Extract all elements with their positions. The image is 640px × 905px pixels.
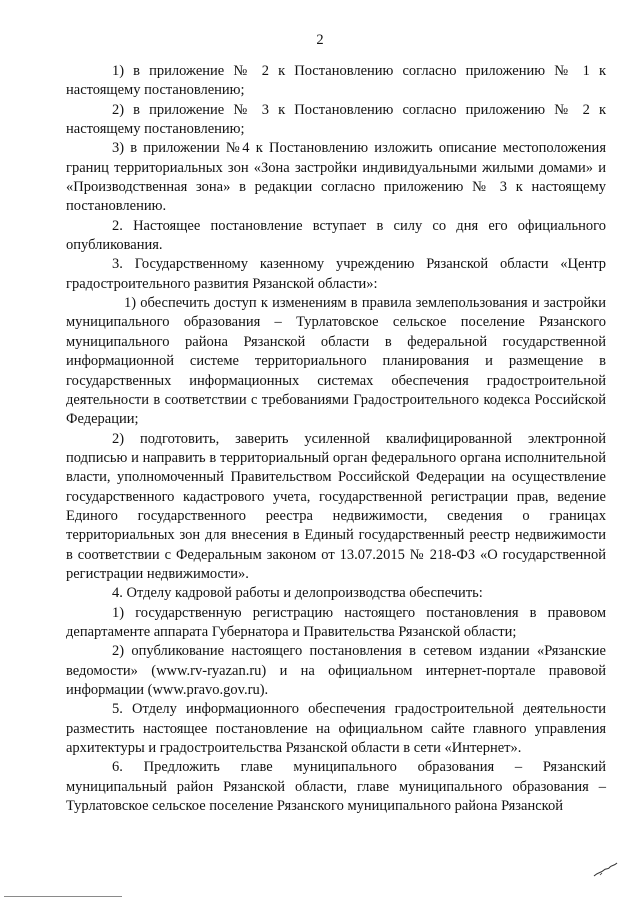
paragraph-5: 5. Отделу информационного обеспечения градостроительной деятельности разместить настоящее постановление на официальном сайте главного управления архитектуры и градостроительства Рязанской области в сети «Интернет». (66, 701, 606, 757)
paragraph-4-1: 1) государственную регистрацию настоящего постановления в правовом департаменте аппарата Губернатора и Правительства Рязанской области; (66, 604, 606, 640)
initials-mark (590, 858, 620, 880)
paragraph-item-1-2: 2) в приложение № 3 к Постановлению согласно приложению № 2 к настоящему постановлению; (66, 101, 606, 138)
document-body (66, 62, 606, 816)
paragraph-4-2: 2) опубликование настоящего постановления в сетевом издании «Рязанские ведомости» (www.rv-ryazan.ru) и на официальном интернет-портале правовой информации (www.pravo.gov.ru). (66, 643, 606, 698)
paragraph-3: 3. Государственному казенному учреждению Рязанской области «Центр градостроительного развития Рязанской области»: (66, 256, 606, 292)
paragraph-3-2: 2) подготовить, заверить усиленной квалифицированной электронной подписью и направить в территориальный орган федерального органа исполнительной власти, уполномоченный Правительством Российской Федерации на осуществление государственного кадастрового учета, государственной регистрации прав, ведение Единого государственного реестра недвижимости, сведения о границах территориальных зон для внесения в Единый государственный реестр недвижимости в соответствии с Федеральным законом от 13.07.2015 № 218-ФЗ «О государственной регистрации недвижимости». (66, 430, 606, 582)
paragraph-item-1-3: 3) в приложении №4 к Постановлению изложить описание местоположения границ территориальных зон «Зона застройки индивидуальными жилыми домами» и «Производственная зона» в редакции согласно приложению № 3 к настоящему постановлению. (66, 140, 606, 215)
paragraph-item-1-1: 1) в приложение № 2 к Постановлению согласно приложению № 1 к настоящему постановлению; (66, 63, 606, 99)
bottom-divider (4, 896, 122, 897)
paragraph-6: 6. Предложить главе муниципального образования – Рязанский муниципальный район Рязанской области, главе муниципального образования – Турлатовское сельское поселение Рязанского муниципального района Рязанской (66, 759, 606, 815)
paragraph-4: 4. Отделу кадровой работы и делопроизводства обеспечить: (112, 585, 483, 602)
page-number: 2 (316, 32, 324, 48)
paragraph-2: 2. Настоящее постановление вступает в силу со дня его официального опубликования. (66, 217, 606, 254)
paragraph-3-1: 1) обеспечить доступ к изменениям в правила землепользования и застройки муниципального образования – Турлатовское сельское поселение Рязанского муниципального района Рязанской области в федеральной государственной информационной системе территориального планирования и размещение в государственных информационных системах обеспечения градостроительной деятельности в соответствии с требованиями Градостроительного кодекса Российской Федерации; (66, 295, 606, 428)
